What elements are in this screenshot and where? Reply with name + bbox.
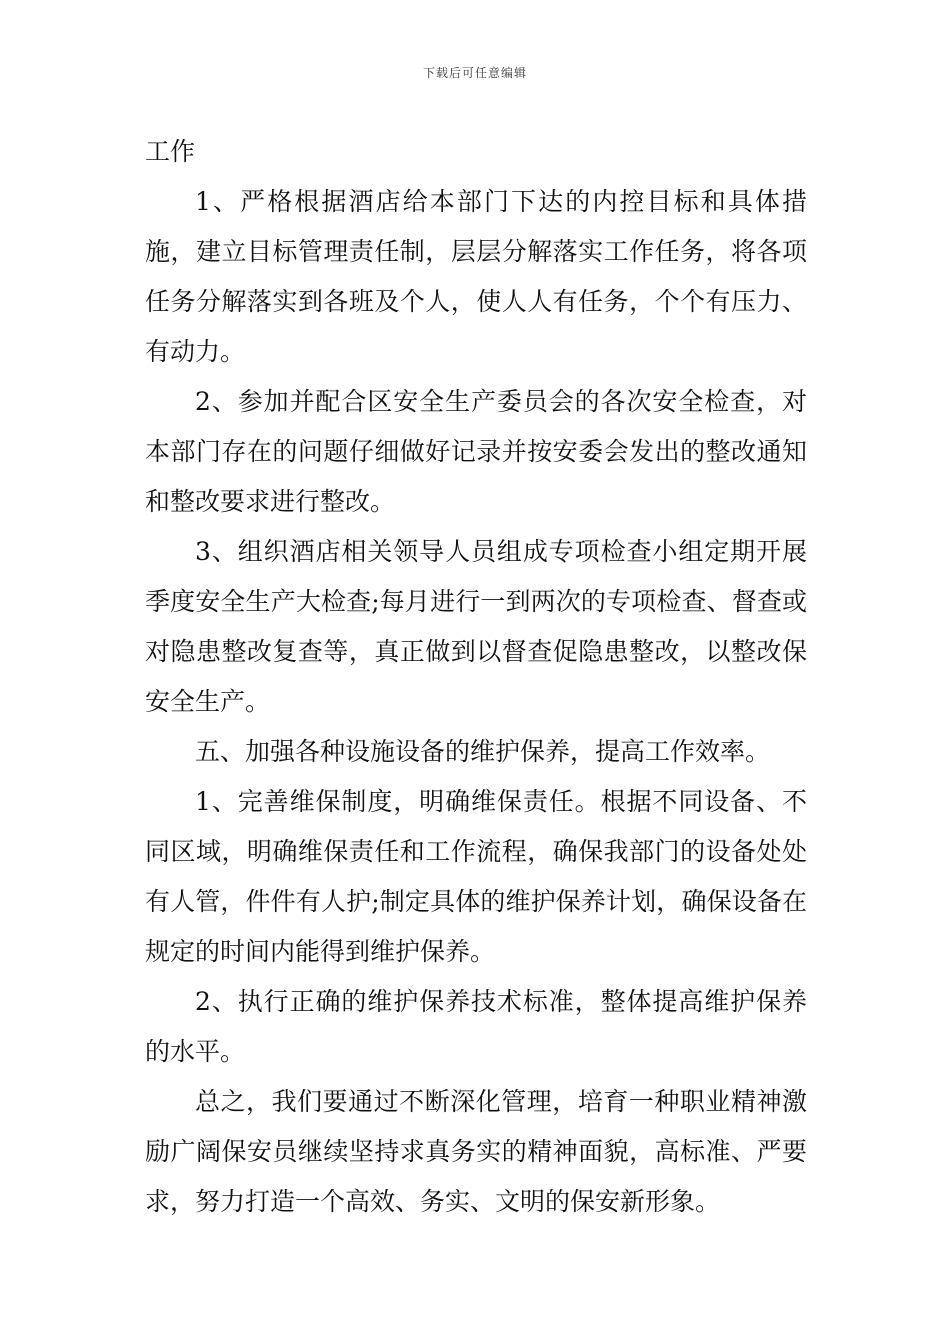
paragraph-item-3: 3、组织酒店相关领导人员组成专项检查小组定期开展季度安全生产大检查;每月进行一到两次的专项检查、督查或对隐患整改复查等，真正做到以督查促隐患整改，以整改保安全生产。: [145, 537, 807, 716]
paragraph-conclusion: 总之，我们要通过不断深化管理，培育一种职业精神激励广阔保安员继续坚持求真务实的精神面貌，高标准、严要求，努力打造一个高效、务实、文明的保安新形象。: [145, 1087, 807, 1216]
section-heading-five: 五、加强各种设施设备的维护保养，提高工作效率。: [195, 737, 771, 766]
paragraph-maintenance-1: 1、完善维保制度，明确维保责任。根据不同设备、不同区域，明确维保责任和工作流程，确保我部门的设备处处有人管，件件有人护;制定具体的维护保养计划，确保设备在规定的时间内能得到维护保养。: [145, 787, 807, 966]
paragraph-continuation: 工作: [145, 137, 196, 166]
paragraph-maintenance-2: 2、执行正确的维护保养技术标准，整体提高维护保养的水平。: [145, 987, 807, 1066]
page-header: 下载后可任意编辑: [422, 66, 527, 80]
paragraph-item-1: 1、严格根据酒店给本部门下达的内控目标和具体措施，建立目标管理责任制，层层分解落实工作任务，将各项任务分解落实到各班及个人，使人人有任务，个个有压力、有动力。: [145, 187, 807, 366]
document-body: [145, 127, 807, 1227]
paragraph-item-2: 2、参加并配合区安全生产委员会的各次安全检查，对本部门存在的问题仔细做好记录并按安委会发出的整改通知和整改要求进行整改。: [145, 387, 807, 516]
